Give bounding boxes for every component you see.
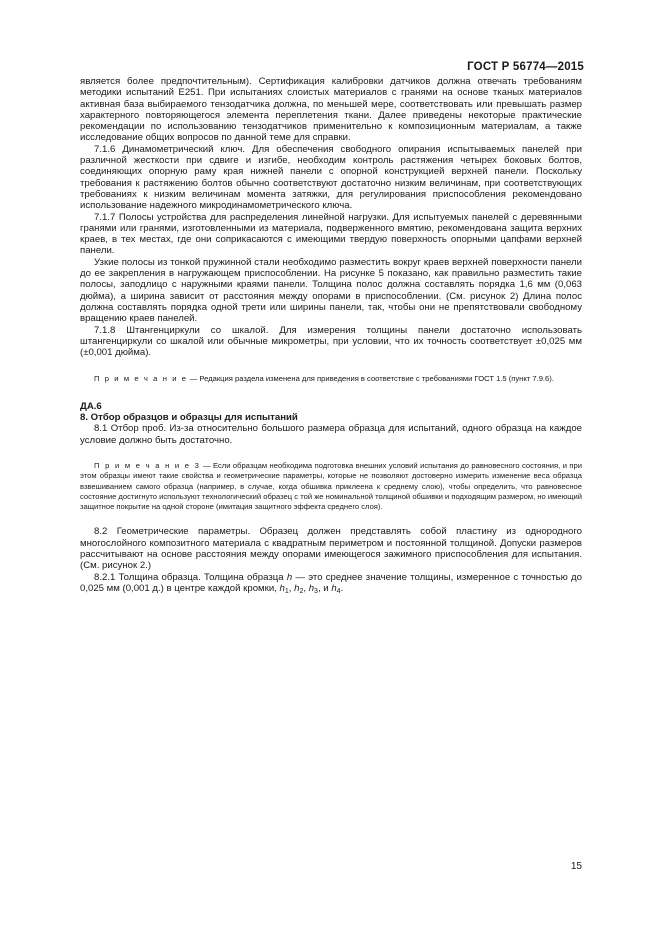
document-body xyxy=(80,76,582,594)
note-1-label: П р и м е ч а н и е xyxy=(94,374,188,384)
paragraph-continuation: является более предпочтительным). Сертификация калибровки датчиков должна отвечать требованиям методики испытаний Е251. При испытаниях слоистых материалов с гранями на основе тканых материалов активная база выбираемого тензодатчика должна, по меньшей мере, соответствовать или превышать размер характерного повторяющегося элемента переплетения ткани. Далее приведены некоторые практические рекомендации по использованию тензодатчиков применительно к композиционным материалам, а также исследование общих вопросов по данной теме для справки. xyxy=(80,76,582,144)
symbol-h: h xyxy=(286,571,293,583)
note-3-text: — Если образцам необходима подготовка внешних условий испытания до равновесного состояния, и при этом образцы имеют такие свойства и геометрические параметры, которые не позволяют достоверно измерить изменение веса образца взвешиванием самого образца (например, в случае, когда обшивка приклеена к среднему слою), чтобы определить, что равновесное состояние достигнуто используют технологический образец с той же номинальной толщиной обшивки и подходящим размером, но имеющий защитное покрытие на одной стороне (имитация защитного эффекта среднего слоя). xyxy=(80,460,582,512)
paragraph-7-1-7: 7.1.7 Полосы устройства для распределения линейной нагрузки. Для испытуемых панелей с деревянными гранями или гранями, изготовленными из материала, подверженного вмятию, рекомендована защита верхних краев, в тех местах, где они соприкасаются с имеющими твердую поверхность опорными цапфами верхней панели. xyxy=(80,211,582,257)
paragraph-7-1-6: 7.1.6 Динамометрический ключ. Для обеспечения свободного опирания испытываемых панелей при различной жесткости при сдвиге и изгибе, необходим контроль растяжения четырех боковых болтов, соединяющих опорную раму края нижней панели с опорной конструкцией верхней панели. Поскольку требования к растяжению болтов обычно соответствуют достаточно низким величинам, при соответствующих требованиях к низким величинам момента затяжки, для регулирования приспособления рекомендовано использование надежного микродинамометрического ключа. xyxy=(80,143,582,212)
paragraph-8-1: 8.1 Отбор проб. Из-за относительно большого размера образца для испытаний, одного образца на каждое условие должно быть достаточно. xyxy=(80,423,582,446)
note-1 xyxy=(80,374,582,384)
note-1-text: — Редакция раздела изменена для приведения в соответствие с требованиями ГОСТ 1.5 (пункт 7.9.6). xyxy=(187,374,554,384)
paragraph-7-1-7-strips: Узкие полосы из тонкой пружинной стали необходимо разместить вокруг краев верхней поверхности панели до ее закрепления в нагружающем приспособлении. На рисунке 5 показано, как правильно разместить такие полосы, заподлицо с наружными краями панели. Толщина полос должна составлять порядка 1,6 мм (0,063 дюйма), а ширина зависит от расстояния между опорами в приспособлении. (См. рисунок 2) Длина полос должна составлять порядка одной трети или ширины панели, так, чтобы они не препятствовали свободному вращению краев панелей. xyxy=(80,256,582,325)
paragraph-8-2-1: 8.2.1 Толщина образца. Толщина образца h — это среднее значение толщины, измеренное с точностью до 0,025 мм (0,001 д.) в центре каждой кромки, $h_1$, $h_2$, $h_3$, и $h_4$. xyxy=(80,571,582,595)
section-title: 8. Отбор образцов и образцы для испытаний xyxy=(80,412,298,424)
paragraph-7-1-8: 7.1.8 Штангенциркули со шкалой. Для измерения толщины панели достаточно использовать штангенциркули со шкалой или обычные микрометры, при условии, что их точность соответствует ±0,025 мм (±0,001 дюйма). xyxy=(80,324,582,359)
note-3-label: П р и м е ч а н и е 3 xyxy=(94,460,201,470)
paragraph-8-2: 8.2 Геометрические параметры. Образец должен представлять собой пластину из однородного многослойного композитного материала с квадратным периметром и постоянной толщиной. Допуски размеров рассчитывают на основе расстояния между опорами имеющегося зажимного приспособления для испытания. (См. рисунок 2.) xyxy=(80,526,582,572)
section-id: ДА.6 xyxy=(80,400,102,412)
note-3 xyxy=(80,461,582,512)
standard-header: ГОСТ Р 56774—2015 xyxy=(467,61,584,73)
page-number: 15 xyxy=(570,861,582,872)
